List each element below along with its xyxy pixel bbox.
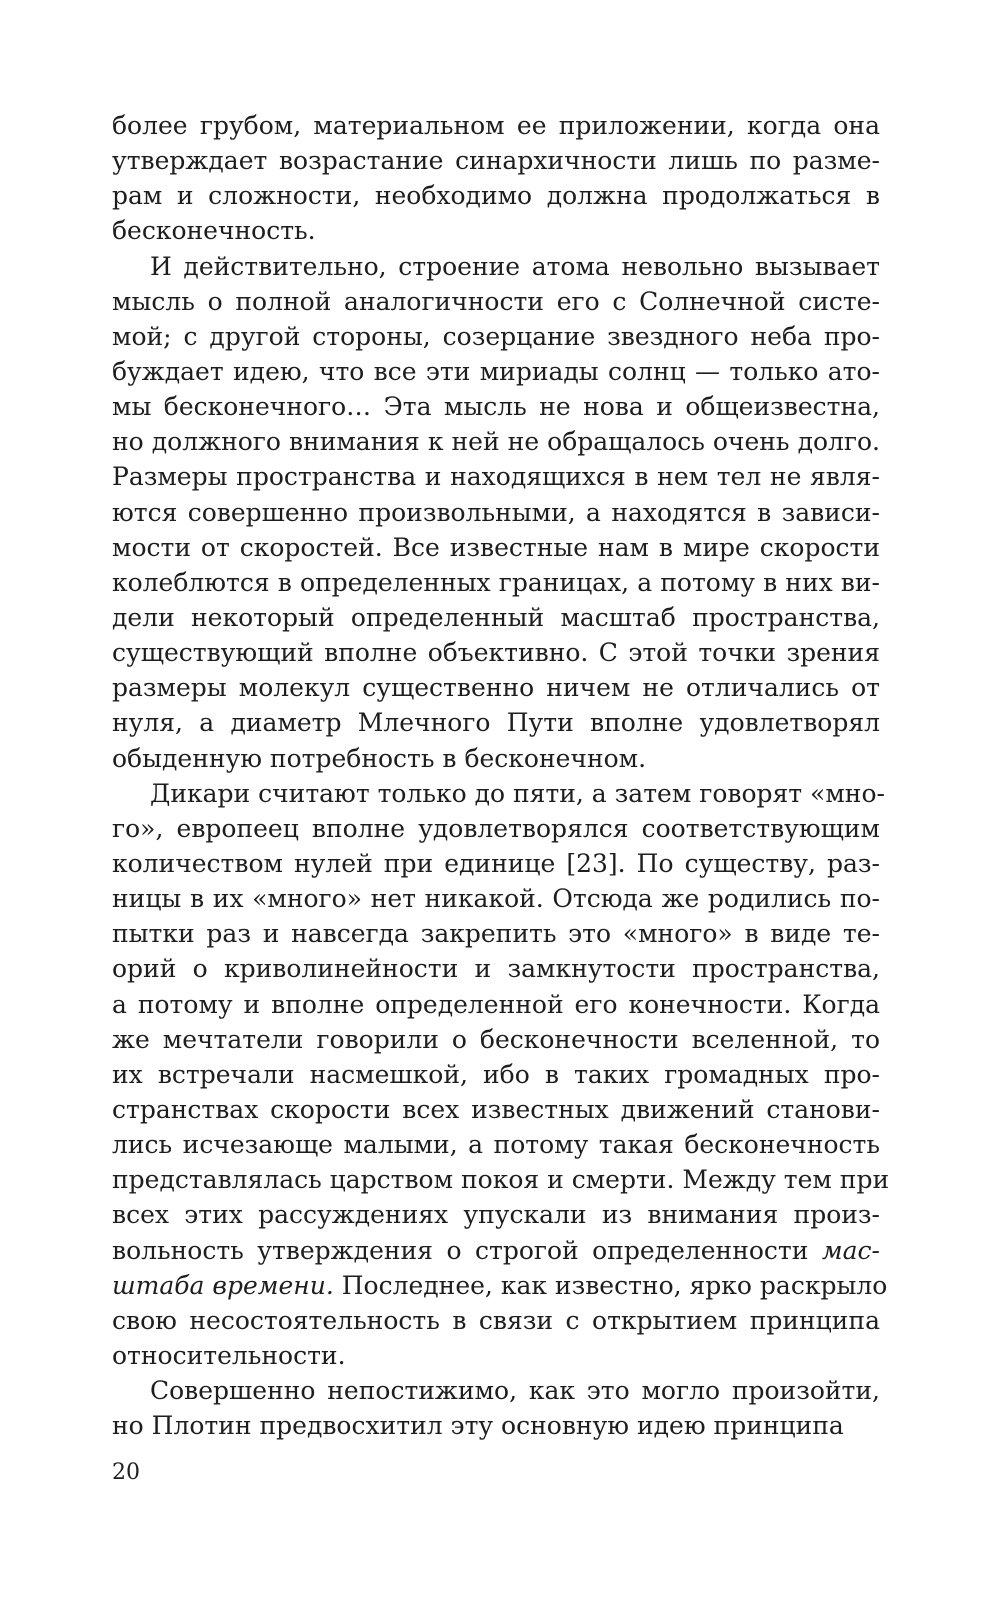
text-line: рам и сложности, необходимо должна продолжаться в (112, 181, 880, 211)
text-line: мы бесконечного… Эта мысль не нова и общеизвестна, (112, 392, 880, 422)
text-line: а потому и вполне определенной его конечности. Когда (112, 989, 880, 1019)
text-line: мысль о полной аналогичности его с Солнечной систе- (112, 286, 880, 316)
text-line: лись исчезающе малыми, а потому такая бесконечность (112, 1130, 880, 1160)
text-line: более грубом, материальном ее приложении, когда она (112, 111, 880, 140)
text-line: количеством нулей при единице [23]. По существу, раз- (112, 848, 880, 878)
text-line: штаба времени. Последнее, как известно, ярко раскрыло (112, 1270, 888, 1300)
paragraph (112, 108, 880, 249)
text-line: Размеры пространства и находящихся в нем тел не явля- (112, 462, 880, 492)
text-line: нуля, а диаметр Млечного Пути вполне удовлетворял (112, 708, 880, 738)
text-line: но должного внимания к ней не обращалось очень долго. (112, 427, 880, 457)
text-line: существующий вполне объективно. С этой точки зрения (112, 638, 880, 668)
paragraph (112, 1373, 880, 1443)
text-line: пытки раз и навсегда закрепить это «много» в виде те- (112, 919, 880, 949)
text-line: утверждает возрастание синархичности лишь по разме- (112, 146, 880, 176)
text-line: Совершенно непостижимо, как это могло произойти, (150, 1376, 880, 1406)
text-line: колеблются в определенных границах, а потому в них ви- (112, 567, 880, 597)
text-line: странствах скорости всех известных движений станови- (112, 1094, 880, 1124)
body-text (112, 108, 890, 1443)
paragraph (112, 249, 880, 776)
text-line: буждает идею, что все эти мириады солнц — только ато- (112, 356, 880, 386)
text-line: мой; с другой стороны, созерцание звездного неба про- (112, 321, 880, 351)
text-line: относительности. (112, 1340, 346, 1370)
text-line: ницы в их «много» нет никакой. Отсюда же родились по- (112, 884, 880, 914)
text-line: представлялась царством покоя и смерти. Между тем при (112, 1165, 890, 1195)
text-line: размеры молекул существенно ничем не отличались от (112, 673, 880, 703)
text-line: обыденную потребность в бесконечном. (112, 743, 647, 773)
text-line: ются совершенно произвольными, а находятся в зависи- (112, 497, 880, 527)
text-line: свою несостоятельность в связи с открытием принципа (112, 1305, 880, 1335)
text-line: мости от скоростей. Все известные нам в мире скорости (112, 532, 880, 562)
text-line: И действительно, строение атома невольно вызывает (150, 251, 880, 281)
text-line: вольность утверждения о строгой определенности мас- (112, 1235, 880, 1265)
text-line: го», европеец вполне удовлетворялся соответствующим (112, 813, 880, 843)
text-line: но Плотин предвосхитил эту основную идею принципа (112, 1411, 844, 1441)
text-line: их встречали насмешкой, ибо в таких громадных про- (112, 1059, 880, 1089)
text-line: Дикари считают только до пяти, а затем говорят «мно- (150, 778, 885, 808)
text-line: бесконечность. (112, 216, 316, 246)
italic-term: штаба времени. (112, 1270, 334, 1300)
text-line: дели некоторый определенный масштаб пространства, (112, 602, 880, 632)
text-line: орий о криволинейности и замкнутости пространства, (112, 954, 880, 984)
paragraph (112, 776, 890, 1373)
text-line: же мечтатели говорили о бесконечности вселенной, то (112, 1024, 880, 1054)
text-line: всех этих рассуждениях упускали из внимания произ- (112, 1200, 880, 1230)
italic-term: мас- (821, 1235, 880, 1265)
page-number: 20 (112, 1460, 140, 1485)
